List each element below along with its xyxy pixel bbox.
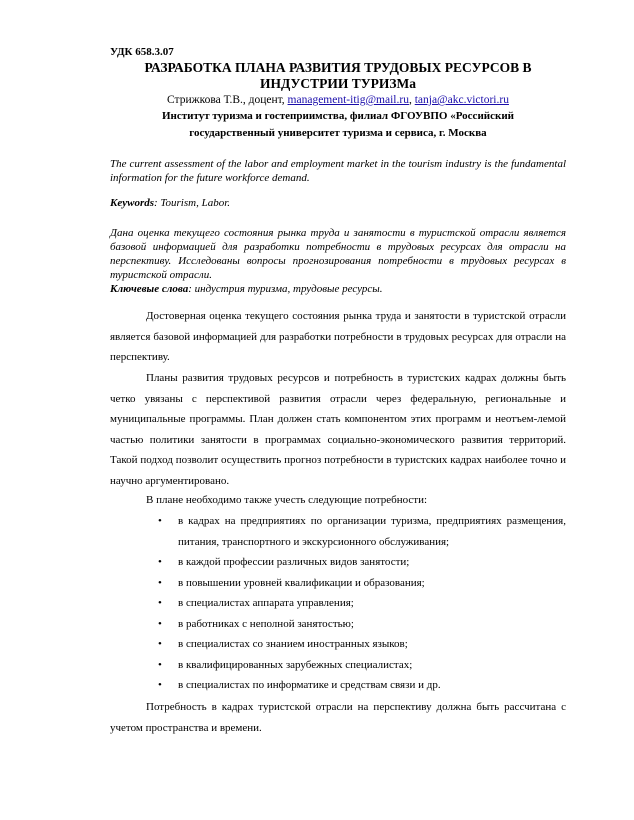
keywords-english <box>110 196 566 210</box>
needs-list <box>110 511 566 696</box>
keywords-en-text: : Tourism, Labor. <box>154 197 231 209</box>
list-item: • в квалифицированных зарубежных специалистах; <box>110 655 566 676</box>
list-item: • в кадрах на предприятиях по организации туризма, предприятиях размещения, питания, транспортного и экскурсионного обслуживания; <box>110 511 566 552</box>
email-link-2[interactable]: tanja@akc.victori.ru <box>414 94 509 106</box>
bullet-marker: • <box>158 515 162 527</box>
paragraph-2: Планы развития трудовых ресурсов и потребность в туристских кадрах должны быть четко увязаны с перспективой развития отрасли через федеральную, региональные и муниципальные программы. План должен стать компонентом этих программ и неотъем-лемой частью политики занятости в программах социально-экономического развития территорий. Такой подход позволит осуществить прогноз потребности в туристских кадрах наиболее точно и научно аргументировано. <box>110 372 566 487</box>
bullet-marker: • <box>158 658 162 671</box>
list-item: • в работниках с неполной занятостью; <box>110 614 566 635</box>
bullet-marker: • <box>158 638 162 650</box>
bullet-marker: • <box>158 556 162 568</box>
abstract-russian: Дана оценка текущего состояния рынка труда и занятости в туристской отрасли является базовой информацией для разработки потребности в трудовых ресурсах для отрасли на перспективу. Исследованы вопросы прогнозирования потребности в трудовых ресурсах в туристской отрасли. <box>110 227 566 281</box>
email-link-1[interactable]: management-itig@mail.ru <box>287 94 409 106</box>
title-line-2: ИНДУСТРИИ ТУРИЗМа <box>259 76 416 91</box>
abstract-english: The current assessment of the labor and employment market in the tourism industry is the fundamental information for the future workforce demand. <box>110 158 566 184</box>
author-line <box>110 94 566 106</box>
bullet-marker: • <box>158 617 162 630</box>
keywords-ru-label: Ключевые слова <box>110 283 189 295</box>
bullet-marker: • <box>158 576 162 589</box>
paragraph-1: Достоверная оценка текущего состояния рынка труда и занятости в туристской отрасли является базовой информацией для разработки потребности в трудовых ресурсах для отрасли на перспективу. <box>110 310 566 363</box>
institute-line-1: Институт туризма и гостеприимства, филиал ФГОУВПО «Российский <box>161 110 515 122</box>
keywords-ru-text: : индустрия туризма, трудовые ресурсы. <box>188 283 383 295</box>
title-line-1: РАЗРАБОТКА ПЛАНА РАЗВИТИЯ ТРУДОВЫХ РЕСУРСОВ В <box>144 60 532 75</box>
list-item: • в каждой профессии различных видов занятости; <box>110 552 566 573</box>
keywords-russian <box>110 282 566 296</box>
list-item: • в специалистах аппарата управления; <box>110 593 566 614</box>
list-item: • в повышении уровней квалификации и образования; <box>110 573 566 594</box>
author-name: Стрижкова Т.В., доцент, <box>167 94 288 106</box>
list-item: • в специалистах со знанием иностранных языков; <box>110 634 566 655</box>
email-separator: , <box>408 94 415 106</box>
paragraph-3: В плане необходимо также учесть следующие потребности: <box>146 494 428 506</box>
paragraph-4: Потребность в кадрах туристской отрасли на перспективу должна быть рассчитана с учетом пространства и времени. <box>110 701 566 734</box>
institute-line-2: государственный университет туризма и сервиса, г. Москва <box>189 127 487 139</box>
list-item: • в специалистах по информатике и средствам связи и др. <box>110 675 566 696</box>
bullet-marker: • <box>158 679 162 691</box>
bullet-marker: • <box>158 597 162 609</box>
udk-code: УДК 658.3.07 <box>110 46 174 58</box>
keywords-en-label: Keywords <box>110 197 154 209</box>
